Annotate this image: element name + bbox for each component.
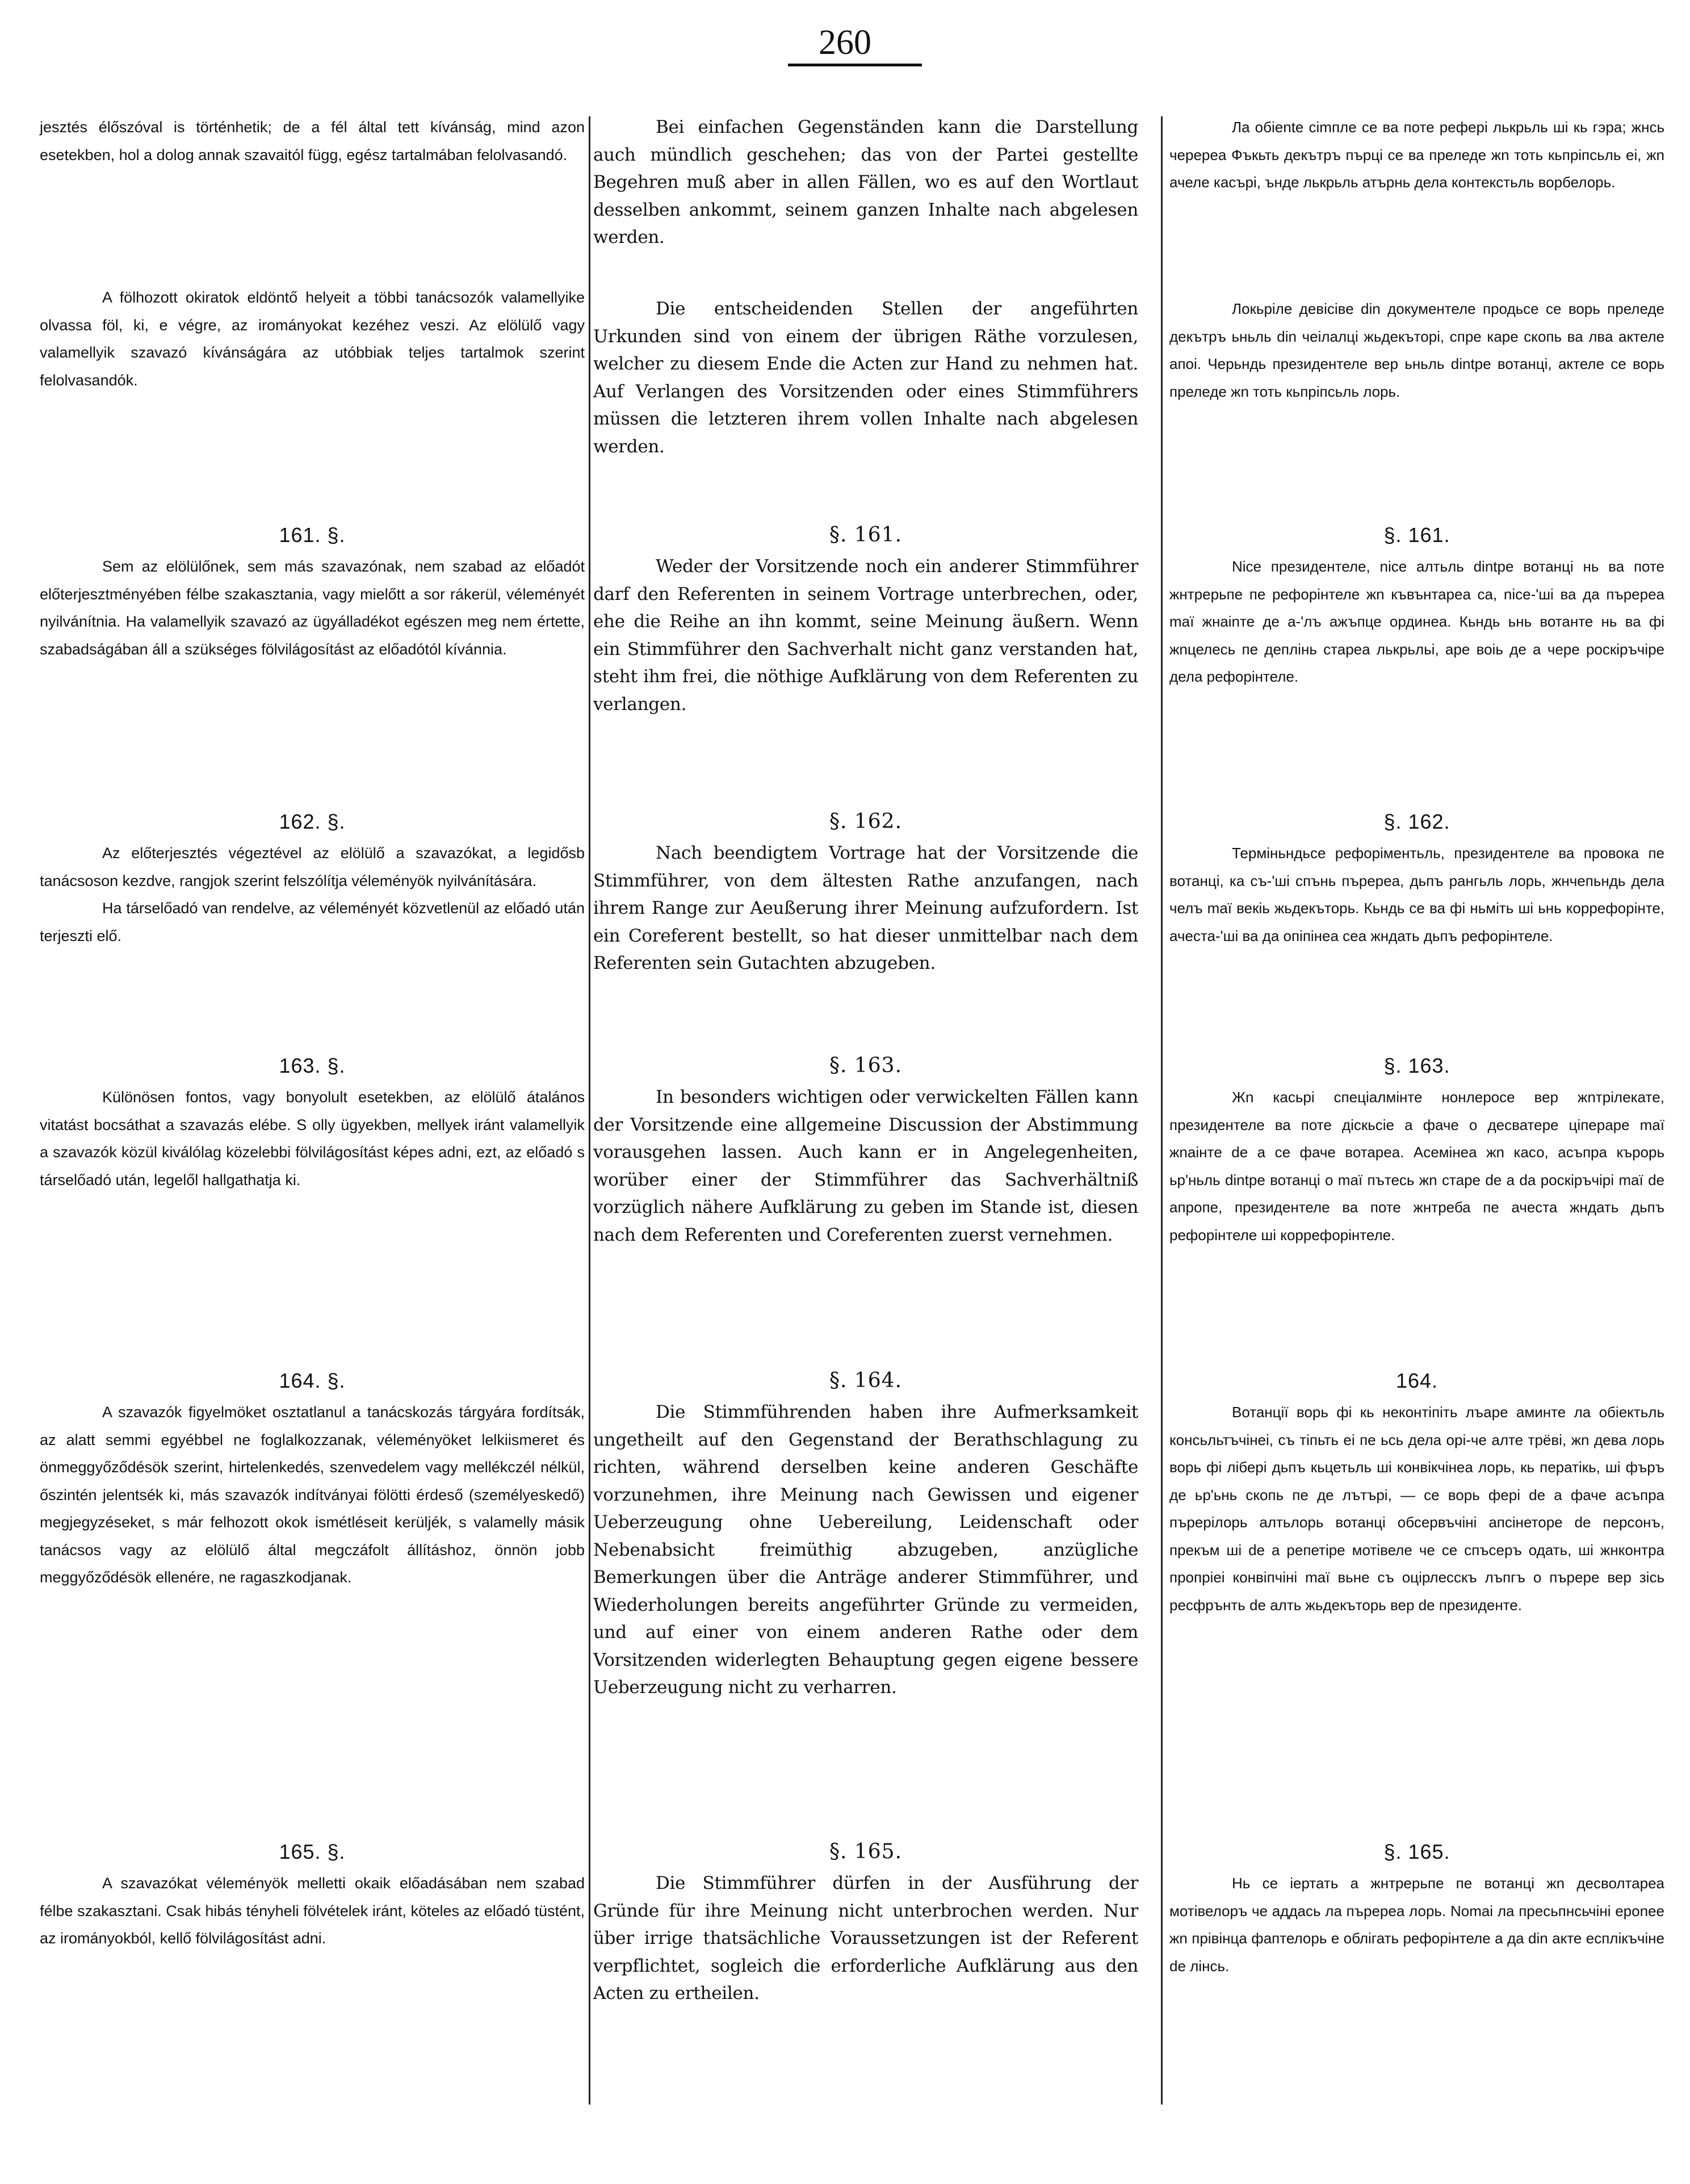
de-165-text: Die Stimmführer dürfen in der Ausführung der Gründe für ihre Meinung nicht unterbrochen werden. Nur über irrige thatsächliche Voraussetzungen ist der Referent verpflichtet, sogleich die erforderliche Aufklärung aus den Acten zu ertheilen. [593, 1873, 1138, 2004]
hu-165-heading: 165. §. [279, 1840, 346, 1863]
de-intro-p2 [593, 295, 1138, 460]
de-161-text: Weder der Vorsitzende noch ein anderer Stimmführer darf den Referenten in seinem Vortrage unterbrechen, oder, ehe die Reihe an ihn kommt, seine Meinung äußern. Wenn ein Stimmführer den Sachverhalt nicht ganz verstanden hat, steht ihm frei, die nöthige Aufklärung von dem Referenten zu verlangen. [593, 556, 1138, 715]
hu-163-text: Különösen fontos, vagy bonyolult esetekben, az elölülő átalános vitatást bocsáthat a szavazás elébe. S olly ügyekben, mellyek iránt valamellyik a szavazók közül kiválólag közelebbi fölvilágosítást képes adni, ezt, az előadó s társelőadó után, legelől hallgathatja ki. [40, 1089, 585, 1188]
de-intro-text: Bei einfachen Gegenständen kann die Darstellung auch mündlich geschehen; das von der Partei gestellte Begehren muß aber in allen Fällen, wo es auf den Wortlaut desselben ankommt, seinem ganzen Inhalte nach abgelesen werden. [593, 117, 1138, 247]
ro-section-162 [1169, 809, 1664, 950]
hu-162-text: Az előterjesztés végeztével az elölülő a szavazókat, a legidősb tanácsoson kezdve, rangjok szerint felszólítja véleményök nyilvánítására. [40, 845, 585, 889]
de-section-163 [593, 1053, 1138, 1249]
hu-161-heading: 161. §. [279, 523, 346, 547]
de-164-heading: §. 164. [829, 1369, 903, 1392]
de-161-heading: §. 161. [829, 523, 903, 547]
ro-intro-p2-text: Локьрiле девiсiве din документеле продьсе се ворь преледе декътръ ьньль din чеiлалцi жьдекътоpi, спре каре скопь ва лва актеле апоi. Черьндь президентеле вер ьньль dintpe вотанцi, актеле се ворь преледе жn тоть кьпрiпсьль лорь. [1169, 300, 1664, 400]
de-section-162 [593, 809, 1138, 977]
ro-section-165 [1169, 1839, 1664, 1980]
ro-164-heading: 164. [1395, 1369, 1439, 1392]
hu-161-text: Sem az elölülőnek, sem más szavazónak, nem szabad az előadót előterjesztményében félbe szakasztania, vagy mielőtt a sor rákerül, véleményét nyilvánítnia. Ha valamellyik szavazó az ügyálladékot egészen meg nem értette, szabadságában áll a szükséges fölvilágosítást az előadótól kívánnia. [40, 558, 585, 658]
de-165-heading: §. 165. [829, 1840, 903, 1863]
hu-162-heading: 162. §. [279, 810, 346, 833]
hu-intro-p2 [40, 284, 585, 394]
german-column [593, 114, 1138, 2116]
ro-162-text: Термiньндьсе рефорiментьль, президентеле ва провока пе вотанцi, ка съ-'шi спънь пърерea, дьпъ рангьль лорь, жнчепьндь дела челъ maї векiь жьдекъторь. Кьндь се ва фi ньмiть ші ьнь коррефорiнте, ачеста-'шi ва да опiпiнеа сеа жндать дьпъ рефорiнтеле. [1169, 845, 1665, 944]
hu-intro [40, 114, 585, 169]
de-162-text: Nach beendigtem Vortrage hat der Vorsitzende die Stimmführer, von dem ältesten Rathe anzufangen, nach ihrem Range zur Aeußerung ihrer Meinung aufzufordern. Ist ein Coreferent bestellt, so hat dieser unmittelbar nach dem Referenten sein Gutachten abzugeben. [593, 843, 1138, 973]
ro-section-161 [1169, 522, 1664, 691]
ro-161-heading: §. 161. [1383, 523, 1450, 547]
ro-161-text: Nice президентеле, nice алтьль dintpe вотанцi нь ва поте жнтрерьпе пе рефорiнтеле жn къвънтареа са, nice-'шi ва да пъреpea maї жнаinте де a-'лъ ажъпце ординеа. Кьндь ьнь вотанте нь ва фi жnцелесь пе деплiнь старea лькрьльi, аре воiь де а чере роскiръчiре дела рефорiнтеле. [1169, 558, 1664, 685]
ro-163-heading: §. 163. [1383, 1054, 1450, 1077]
ro-intro [1169, 114, 1664, 196]
ro-165-heading: §. 165. [1383, 1840, 1450, 1863]
ro-164-text: Вотанцiї ворь фi кь неконтiпiть лъаре аминте ла обiектьль консьльтъчiнеi, съ тiпьть еi пе ьсь дела орi-че алте трëвi, жn дева лоpь ворь фi лiберi дьпъ кьцетьль ші конвiкчiнеа лорь, кь ператiкь, ші фъръ де ьр'ьнь скопь пе де лътърi, — се ворь ферi de а фаче асъпра пърерiлорь алтьлорь вотанцi обсервъчiнi апсiнетоpе de персонъ, прекъм ші de а репетiре мотiвеле че се спъсеръ одать, ші жнконтра пpoпрiеi конвiпчiнi maї вьне съ оцiрлесскъ лъпгъ о пърере вер зiсь ресфрънть de алть жьдекъторь вер de президенте. [1169, 1404, 1664, 1614]
de-section-161 [593, 522, 1138, 718]
hu-162-text2: Ha társelőadó van rendelve, az véleményét közvetlenül az előadó után terjeszti elő. [40, 900, 585, 944]
hu-section-162 [40, 809, 585, 950]
de-163-heading: §. 163. [829, 1054, 903, 1077]
hu-164-text: A szavazók figyelmöket osztatlanul a tanácskozás tárgyára fordítsák, az alatt semmi egyébbel ne foglalkozzanak, véleményöket lelkiismeret és önmeggyőződésök szerint, hirtelenkedés, szenvedelem vagy mellékczél nélkül, őszintén jelentsék ki, más szavazók indítványai fölötti érdeső (személyeskedő) megjegyzéseket, s már felhozott okok ismétléseit kerüljék, s valamelly másik tanácsos vagy az elölülő által megczáfolt állításhoz, önnön jobb meggyőződésök ellenére, ne ragaszkodjanak. [40, 1404, 585, 1586]
ro-163-text: Жn касьрi спецiалмiнте нонлеросе вер жnтpiлекатe, президентеле ва поте дiскьсiе а фаче о десватере ціперарe maї жnaiнтe de a се фаче вотарea. Асемiнеа жn касо, асъпра кърорь ьр'ньль dintpe вотанцi о maї пътесь жn старе de a da роскiръчiрi maї de апропе, президентеле ва поте жнтреба пе ачеста жндать дьпъ рефорiнтеле ші коррефорiнтеле. [1169, 1089, 1664, 1244]
ro-intro-p2 [1169, 295, 1664, 405]
ro-section-164 [1169, 1368, 1664, 1619]
de-section-165 [593, 1839, 1138, 2007]
header-rule [788, 64, 922, 66]
de-162-heading: §. 162. [829, 810, 903, 833]
hu-164-heading: 164. §. [279, 1369, 346, 1392]
hungarian-column [40, 114, 585, 2116]
de-section-164 [593, 1368, 1138, 1702]
hu-165-text: A szavazókat véleményök melletti okaik előadásában nem szabad félbe szakasztani. Csak hibás tényheli fölvételek iránt, köteles az előadó tüstént, az irományokból, kellő fölvilágosítást adni. [40, 1875, 585, 1947]
ro-section-163 [1169, 1053, 1664, 1249]
hu-section-165 [40, 1839, 585, 1952]
hu-section-161 [40, 522, 585, 663]
hu-163-heading: 163. §. [279, 1054, 346, 1077]
ro-162-heading: §. 162. [1383, 810, 1450, 833]
hu-intro-text: jesztés élőszóval is történhetik; de a fél által tett kívánság, mind azon esetekben, hol a dolog annak szavaitól függ, egész tartalmában felolvasandó. [40, 119, 585, 163]
ro-intro-text: Ла обiеnte сimпле се ва поте реферi лькрьль ші кь гэра; жнсь черерea Фъкьть декътръ пърцi се ва преледе жn тоть кьпрiпсьль ei, жn ачеле касърi, ънде лькрьль атърнь дела контекстьль ворбелорь. [1169, 119, 1664, 191]
page-number: 260 [819, 23, 871, 62]
de-164-text: Die Stimmführenden haben ihre Aufmerksamkeit ungetheilt auf den Gegenstand der Berathschlagung zu richten, während derselben keine anderen Geschäfte vorzunehmen, ihre Meinung nach Gewissen und eigener Ueberzeugung ohne Uebereilung, Leidenschaft oder Nebenabsicht freimüthig abzugeben, anzügliche Bemerkungen über die Anträge anderer Stimmführer, und Wiederholungen bereits angeführter Gründe zu vermeiden, und auf einer von einem anderen Rathe oder dem Vorsitzenden widerlegten Behauptung gegen eigene bessere Ueberzeugung nicht zu verharren. [593, 1402, 1138, 1698]
de-intro-p2-text: Die entscheidenden Stellen der angeführten Urkunden sind von einem der übrigen Räthe vorzulesen, welcher zu diesem Ende die Acten zur Hand zu nehmen hat. Auf Verlangen des Vorsitzenden oder eines Stimmführers müssen die letzteren ihrem vollen Inhalte nach abgelesen werden. [593, 299, 1138, 457]
romanian-column [1169, 114, 1664, 2116]
de-163-text: In besonders wichtigen oder verwickelten Fällen kann der Vorsitzende eine allgemeine Discussion der Abstimmung vorausgehen lassen. Auch kann er in Angelegenheiten, worüber einer der Stimmführer das Sachverhältniß vorzüglich nähere Aufklärung zu geben im Stande ist, diesen nach dem Referenten und Coreferenten zuerst vernehmen. [593, 1087, 1138, 1245]
de-intro [593, 114, 1138, 251]
column-divider-right [1161, 116, 1163, 2105]
hu-section-164 [40, 1368, 585, 1591]
hu-section-163 [40, 1053, 585, 1194]
ro-165-text: Нь се iертать а жнтрерьпе пе вотанцi жn десволтареа мотiвелоръ че аддась ла пърерea лорь. Nomai ла пресьпнсьчiнi ероnee жn прiвiнца фаптелорь е облiгать рефорiнтеле а да din акте есплiкъчiне de лiнсь. [1169, 1875, 1664, 1975]
hu-intro-p2-text: A fölhozott okiratok eldöntő helyeit a többi tanácsozók valamellyike olvassa föl, ki, e végre, az irományokat kezéhez veszi. Az elölülő vagy valamellyik szavazó kívánságára az utóbbiak teljes tartalmok szerint felolvasandók. [40, 289, 585, 389]
column-divider-left [589, 116, 590, 2105]
